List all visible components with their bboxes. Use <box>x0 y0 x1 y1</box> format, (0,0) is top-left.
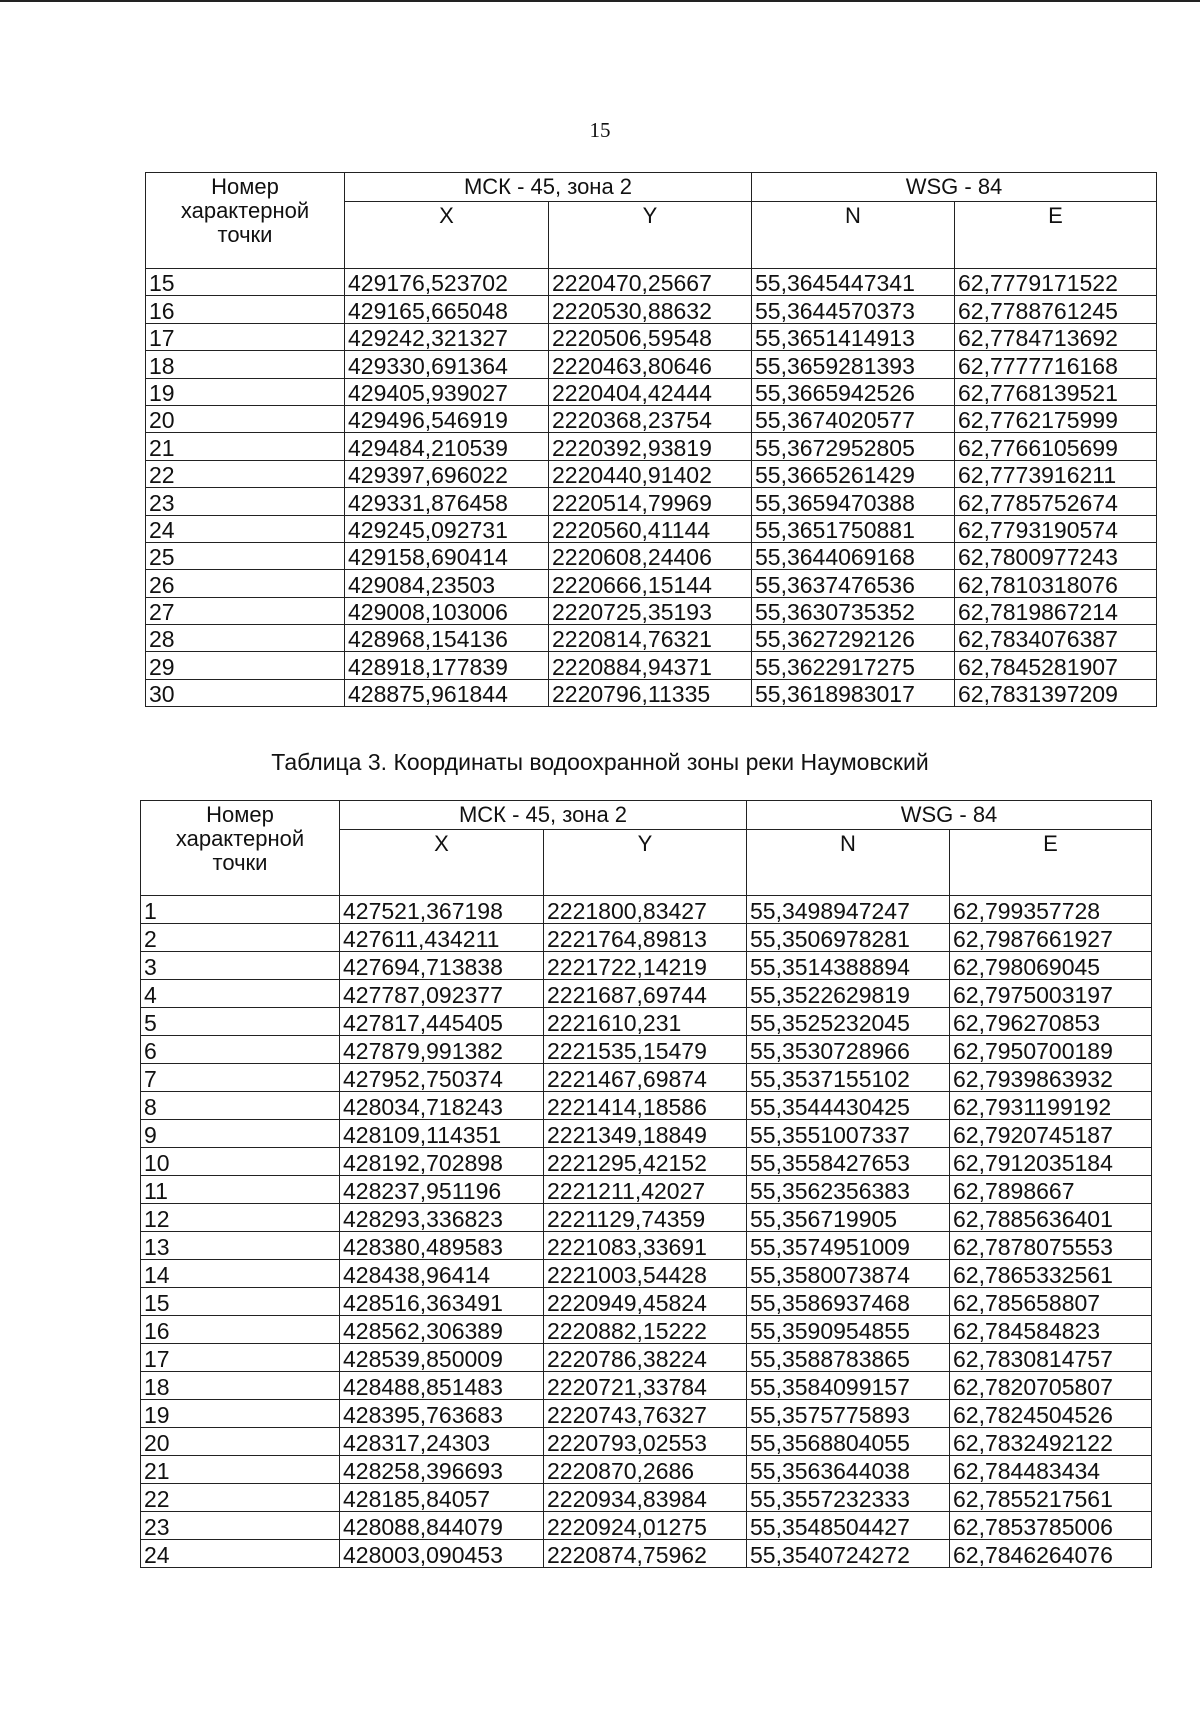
y-cell: 2220506,59548 <box>549 323 752 350</box>
point-number-cell: 6 <box>141 1036 340 1064</box>
e-cell: 62,7878075553 <box>950 1232 1152 1260</box>
x-cell: 428968,154136 <box>345 625 549 652</box>
y-cell: 2220924,01275 <box>544 1512 747 1540</box>
x-cell: 428395,763683 <box>340 1400 544 1428</box>
point-number-cell: 14 <box>141 1260 340 1288</box>
table-3-caption: Таблица 3. Координаты водоохранной зоны реки Наумовский <box>271 749 929 775</box>
n-cell: 55,3588783865 <box>747 1344 950 1372</box>
table-row <box>146 433 1157 460</box>
e-cell: 62,7824504526 <box>950 1400 1152 1428</box>
n-cell: 55,3506978281 <box>747 924 950 952</box>
table-row <box>141 1232 1152 1260</box>
n-header: N <box>752 202 955 269</box>
point-number-cell: 23 <box>141 1512 340 1540</box>
x-cell: 429008,103006 <box>345 597 549 624</box>
n-cell: 55,3522629819 <box>747 980 950 1008</box>
point-number-cell: 18 <box>146 351 345 378</box>
point-number-cell: 10 <box>141 1148 340 1176</box>
e-cell: 62,7865332561 <box>950 1260 1152 1288</box>
e-cell: 62,7898667 <box>950 1176 1152 1204</box>
x-cell: 429330,691364 <box>345 351 549 378</box>
table-row <box>141 1204 1152 1232</box>
point-number-cell: 28 <box>146 625 345 652</box>
table-row <box>146 351 1157 378</box>
point-number-cell: 18 <box>141 1372 340 1400</box>
e-cell: 62,784483434 <box>950 1456 1152 1484</box>
e-cell: 62,7777716168 <box>955 351 1157 378</box>
x-cell: 428003,090453 <box>340 1540 544 1568</box>
y-cell: 2220560,41144 <box>549 515 752 542</box>
y-cell: 2220884,94371 <box>549 652 752 679</box>
point-number-cell: 26 <box>146 570 345 597</box>
point-number-cell: 24 <box>146 515 345 542</box>
table-row <box>141 952 1152 980</box>
point-number-cell: 16 <box>141 1316 340 1344</box>
y-cell: 2220786,38224 <box>544 1344 747 1372</box>
table-row <box>141 1456 1152 1484</box>
y-cell: 2220793,02553 <box>544 1428 747 1456</box>
y-cell: 2221211,42027 <box>544 1176 747 1204</box>
n-cell: 55,3659281393 <box>752 351 955 378</box>
n-cell: 55,3568804055 <box>747 1428 950 1456</box>
e-cell: 62,7768139521 <box>955 378 1157 405</box>
x-cell: 428293,336823 <box>340 1204 544 1232</box>
point-number-cell: 23 <box>146 488 345 515</box>
x-cell: 428185,84057 <box>340 1484 544 1512</box>
table-row <box>141 1512 1152 1540</box>
e-cell: 62,7832492122 <box>950 1428 1152 1456</box>
n-cell: 55,3622917275 <box>752 652 955 679</box>
n-cell: 55,3644069168 <box>752 542 955 569</box>
e-cell: 62,7855217561 <box>950 1484 1152 1512</box>
table-row <box>146 488 1157 515</box>
point-number-cell: 21 <box>141 1456 340 1484</box>
n-cell: 55,3651414913 <box>752 323 955 350</box>
point-number-cell: 12 <box>141 1204 340 1232</box>
y-cell: 2220874,75962 <box>544 1540 747 1568</box>
table-row <box>146 542 1157 569</box>
page-number: 15 <box>589 118 611 142</box>
point-number-cell: 30 <box>146 679 345 706</box>
x-cell: 429242,321327 <box>345 323 549 350</box>
point-number-cell: 29 <box>146 652 345 679</box>
y-cell: 2221083,33691 <box>544 1232 747 1260</box>
x-cell: 427952,750374 <box>340 1064 544 1092</box>
table-row <box>141 1148 1152 1176</box>
table-row <box>141 1260 1152 1288</box>
e-cell: 62,7785752674 <box>955 488 1157 515</box>
table-row <box>141 1484 1152 1512</box>
y-cell: 2221003,54428 <box>544 1260 747 1288</box>
n-cell: 55,3574951009 <box>747 1232 950 1260</box>
x-cell: 428034,718243 <box>340 1092 544 1120</box>
n-cell: 55,3575775893 <box>747 1400 950 1428</box>
e-cell: 62,798069045 <box>950 952 1152 980</box>
x-cell: 429245,092731 <box>345 515 549 542</box>
y-cell: 2221295,42152 <box>544 1148 747 1176</box>
x-header: X <box>340 830 544 896</box>
point-number-cell: 17 <box>141 1344 340 1372</box>
x-cell: 428088,844079 <box>340 1512 544 1540</box>
x-cell: 429484,210539 <box>345 433 549 460</box>
x-cell: 428539,850009 <box>340 1344 544 1372</box>
y-cell: 2220882,15222 <box>544 1316 747 1344</box>
e-cell: 62,7773916211 <box>955 460 1157 487</box>
y-cell: 2220814,76321 <box>549 625 752 652</box>
point-number-cell: 8 <box>141 1092 340 1120</box>
n-cell: 55,3551007337 <box>747 1120 950 1148</box>
table-row <box>146 597 1157 624</box>
e-cell: 62,7793190574 <box>955 515 1157 542</box>
table-row <box>141 924 1152 952</box>
table-row <box>141 1428 1152 1456</box>
y-cell: 2220608,24406 <box>549 542 752 569</box>
y-cell: 2220440,91402 <box>549 460 752 487</box>
table-row <box>141 896 1152 924</box>
n-cell: 55,3558427653 <box>747 1148 950 1176</box>
y-cell: 2221610,231 <box>544 1008 747 1036</box>
x-cell: 427879,991382 <box>340 1036 544 1064</box>
n-header: N <box>747 830 950 896</box>
e-cell: 62,7784713692 <box>955 323 1157 350</box>
x-cell: 427694,713838 <box>340 952 544 980</box>
x-cell: 427611,434211 <box>340 924 544 952</box>
msk-header: МСК - 45, зона 2 <box>340 801 747 830</box>
table-row <box>146 679 1157 706</box>
table-row <box>141 1092 1152 1120</box>
point-number-cell: 22 <box>146 460 345 487</box>
table-row <box>146 460 1157 487</box>
point-number-cell: 22 <box>141 1484 340 1512</box>
y-cell: 2220949,45824 <box>544 1288 747 1316</box>
msk-header: МСК - 45, зона 2 <box>345 173 752 202</box>
table-row <box>141 980 1152 1008</box>
e-cell: 62,799357728 <box>950 896 1152 924</box>
e-cell: 62,7987661927 <box>950 924 1152 952</box>
x-cell: 427521,367198 <box>340 896 544 924</box>
table-1-body <box>146 269 1157 707</box>
y-cell: 2221467,69874 <box>544 1064 747 1092</box>
n-cell: 55,3672952805 <box>752 433 955 460</box>
x-cell: 428258,396693 <box>340 1456 544 1484</box>
y-header: Y <box>549 202 752 269</box>
n-cell: 55,3630735352 <box>752 597 955 624</box>
table-row <box>146 625 1157 652</box>
n-cell: 55,3644570373 <box>752 296 955 323</box>
point-number-cell: 20 <box>141 1428 340 1456</box>
e-cell: 62,784584823 <box>950 1316 1152 1344</box>
table-row <box>141 1316 1152 1344</box>
n-cell: 55,3562356383 <box>747 1176 950 1204</box>
y-cell: 2220404,42444 <box>549 378 752 405</box>
n-cell: 55,3514388894 <box>747 952 950 980</box>
x-cell: 428380,489583 <box>340 1232 544 1260</box>
n-cell: 55,3544430425 <box>747 1092 950 1120</box>
table-row <box>141 1176 1152 1204</box>
e-cell: 62,7920745187 <box>950 1120 1152 1148</box>
n-cell: 55,3580073874 <box>747 1260 950 1288</box>
table-row <box>141 1540 1152 1568</box>
y-cell: 2221800,83427 <box>544 896 747 924</box>
x-cell: 428237,951196 <box>340 1176 544 1204</box>
e-cell: 62,7845281907 <box>955 652 1157 679</box>
e-cell: 62,7853785006 <box>950 1512 1152 1540</box>
table-row <box>141 1120 1152 1148</box>
table-row <box>146 378 1157 405</box>
y-cell: 2220934,83984 <box>544 1484 747 1512</box>
y-cell: 2220870,2686 <box>544 1456 747 1484</box>
x-cell: 428438,96414 <box>340 1260 544 1288</box>
e-cell: 62,7885636401 <box>950 1204 1152 1232</box>
table-row <box>141 1288 1152 1316</box>
n-cell: 55,3665261429 <box>752 460 955 487</box>
point-number-cell: 19 <box>141 1400 340 1428</box>
y-cell: 2221129,74359 <box>544 1204 747 1232</box>
x-cell: 428875,961844 <box>345 679 549 706</box>
e-cell: 62,796270853 <box>950 1008 1152 1036</box>
coordinates-table-3 <box>140 800 1152 1568</box>
point-number-cell: 19 <box>146 378 345 405</box>
x-cell: 429397,696022 <box>345 460 549 487</box>
y-cell: 2220368,23754 <box>549 405 752 432</box>
point-number-cell: 1 <box>141 896 340 924</box>
x-cell: 427787,092377 <box>340 980 544 1008</box>
point-number-cell: 13 <box>141 1232 340 1260</box>
x-cell: 429084,23503 <box>345 570 549 597</box>
x-cell: 427817,445405 <box>340 1008 544 1036</box>
point-number-header: Номер характерной точки <box>141 801 340 896</box>
table-row <box>141 1064 1152 1092</box>
e-cell: 62,7939863932 <box>950 1064 1152 1092</box>
y-cell: 2221535,15479 <box>544 1036 747 1064</box>
table-row <box>146 570 1157 597</box>
n-cell: 55,3627292126 <box>752 625 955 652</box>
table-row <box>141 1036 1152 1064</box>
n-cell: 55,3637476536 <box>752 570 955 597</box>
e-cell: 62,7975003197 <box>950 980 1152 1008</box>
point-number-cell: 27 <box>146 597 345 624</box>
e-cell: 62,7912035184 <box>950 1148 1152 1176</box>
n-cell: 55,3665942526 <box>752 378 955 405</box>
table-row <box>141 1372 1152 1400</box>
y-cell: 2220514,79969 <box>549 488 752 515</box>
x-header: X <box>345 202 549 269</box>
x-cell: 429405,939027 <box>345 378 549 405</box>
x-cell: 428918,177839 <box>345 652 549 679</box>
point-number-cell: 25 <box>146 542 345 569</box>
e-cell: 62,7810318076 <box>955 570 1157 597</box>
y-cell: 2220470,25667 <box>549 269 752 296</box>
x-cell: 429158,690414 <box>345 542 549 569</box>
x-cell: 428562,306389 <box>340 1316 544 1344</box>
e-cell: 62,7779171522 <box>955 269 1157 296</box>
n-cell: 55,3659470388 <box>752 488 955 515</box>
point-number-cell: 5 <box>141 1008 340 1036</box>
e-cell: 62,7820705807 <box>950 1372 1152 1400</box>
y-cell: 2220530,88632 <box>549 296 752 323</box>
e-cell: 62,7846264076 <box>950 1540 1152 1568</box>
y-cell: 2220743,76327 <box>544 1400 747 1428</box>
table-row <box>146 405 1157 432</box>
e-cell: 62,7762175999 <box>955 405 1157 432</box>
table-row <box>146 652 1157 679</box>
x-cell: 428317,24303 <box>340 1428 544 1456</box>
y-cell: 2221414,18586 <box>544 1092 747 1120</box>
e-cell: 62,7830814757 <box>950 1344 1152 1372</box>
wsg-header: WSG - 84 <box>752 173 1157 202</box>
n-cell: 55,3674020577 <box>752 405 955 432</box>
x-cell: 429331,876458 <box>345 488 549 515</box>
y-cell: 2220796,11335 <box>549 679 752 706</box>
table-row <box>141 1400 1152 1428</box>
point-number-header: Номер характерной точки <box>146 173 345 269</box>
y-cell: 2221349,18849 <box>544 1120 747 1148</box>
n-cell: 55,3586937468 <box>747 1288 950 1316</box>
table-row <box>141 1008 1152 1036</box>
point-number-cell: 9 <box>141 1120 340 1148</box>
e-header: E <box>950 830 1152 896</box>
point-number-cell: 17 <box>146 323 345 350</box>
n-cell: 55,3590954855 <box>747 1316 950 1344</box>
point-number-cell: 15 <box>146 269 345 296</box>
n-cell: 55,3618983017 <box>752 679 955 706</box>
x-cell: 428516,363491 <box>340 1288 544 1316</box>
y-cell: 2221764,89813 <box>544 924 747 952</box>
x-cell: 428109,114351 <box>340 1120 544 1148</box>
e-cell: 62,7834076387 <box>955 625 1157 652</box>
y-header: Y <box>544 830 747 896</box>
n-cell: 55,3563644038 <box>747 1456 950 1484</box>
page-top-border <box>0 0 1200 2</box>
e-cell: 62,7766105699 <box>955 433 1157 460</box>
e-cell: 62,7831397209 <box>955 679 1157 706</box>
point-number-cell: 2 <box>141 924 340 952</box>
n-cell: 55,3537155102 <box>747 1064 950 1092</box>
y-cell: 2220721,33784 <box>544 1372 747 1400</box>
e-header: E <box>955 202 1157 269</box>
coordinates-table-1 <box>145 172 1157 707</box>
x-cell: 428488,851483 <box>340 1372 544 1400</box>
table-3-body <box>141 896 1152 1568</box>
point-number-cell: 15 <box>141 1288 340 1316</box>
point-number-cell: 20 <box>146 405 345 432</box>
x-cell: 428192,702898 <box>340 1148 544 1176</box>
table-row <box>146 296 1157 323</box>
n-cell: 55,3651750881 <box>752 515 955 542</box>
x-cell: 429496,546919 <box>345 405 549 432</box>
e-cell: 62,7950700189 <box>950 1036 1152 1064</box>
n-cell: 55,3557232333 <box>747 1484 950 1512</box>
n-cell: 55,3498947247 <box>747 896 950 924</box>
e-cell: 62,7931199192 <box>950 1092 1152 1120</box>
y-cell: 2220463,80646 <box>549 351 752 378</box>
n-cell: 55,3530728966 <box>747 1036 950 1064</box>
point-number-cell: 21 <box>146 433 345 460</box>
n-cell: 55,3548504427 <box>747 1512 950 1540</box>
point-number-cell: 7 <box>141 1064 340 1092</box>
n-cell: 55,3525232045 <box>747 1008 950 1036</box>
e-cell: 62,785658807 <box>950 1288 1152 1316</box>
y-cell: 2220666,15144 <box>549 570 752 597</box>
point-number-cell: 16 <box>146 296 345 323</box>
n-cell: 55,3584099157 <box>747 1372 950 1400</box>
point-number-cell: 4 <box>141 980 340 1008</box>
y-cell: 2221722,14219 <box>544 952 747 980</box>
y-cell: 2220725,35193 <box>549 597 752 624</box>
n-cell: 55,356719905 <box>747 1204 950 1232</box>
n-cell: 55,3540724272 <box>747 1540 950 1568</box>
point-number-cell: 3 <box>141 952 340 980</box>
table-row <box>146 323 1157 350</box>
y-cell: 2220392,93819 <box>549 433 752 460</box>
e-cell: 62,7788761245 <box>955 296 1157 323</box>
x-cell: 429165,665048 <box>345 296 549 323</box>
e-cell: 62,7819867214 <box>955 597 1157 624</box>
point-number-cell: 24 <box>141 1540 340 1568</box>
table-row <box>141 1344 1152 1372</box>
n-cell: 55,3645447341 <box>752 269 955 296</box>
wsg-header: WSG - 84 <box>747 801 1152 830</box>
table-row <box>146 515 1157 542</box>
point-number-cell: 11 <box>141 1176 340 1204</box>
e-cell: 62,7800977243 <box>955 542 1157 569</box>
y-cell: 2221687,69744 <box>544 980 747 1008</box>
table-row <box>146 269 1157 296</box>
x-cell: 429176,523702 <box>345 269 549 296</box>
